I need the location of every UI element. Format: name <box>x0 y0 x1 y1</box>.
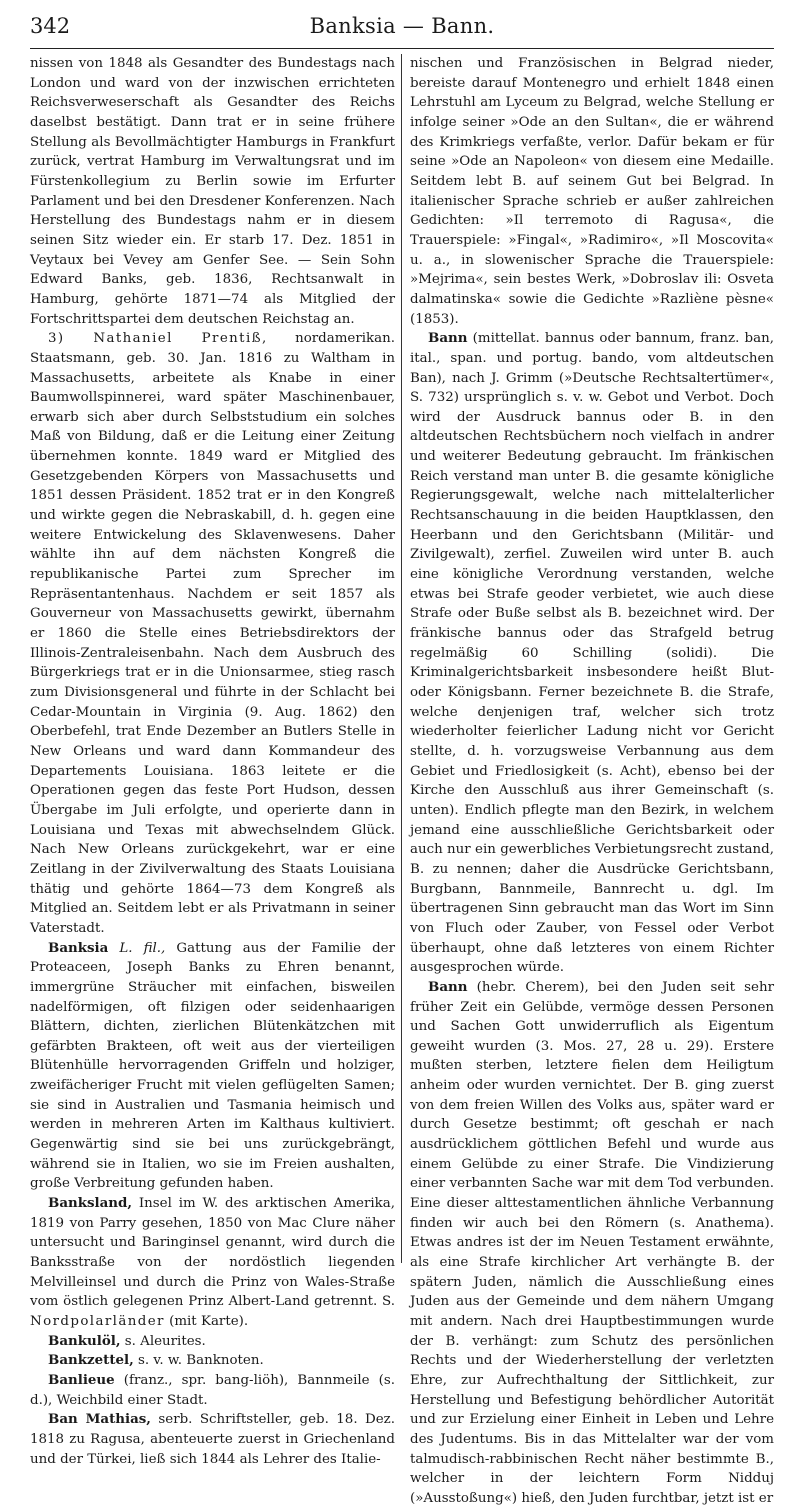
entry-body: s. v. w. Banknoten. <box>133 1353 264 1369</box>
entry-headword: Bankulöl, <box>48 1332 121 1349</box>
entry-subhead: 3) Nathaniel Prentiß, <box>48 331 268 347</box>
entry-body: s. Aleurites. <box>120 1333 206 1349</box>
entry-headword: Banksia <box>48 939 109 956</box>
running-title: Banksia — Bann. <box>309 14 495 38</box>
entry-body: (hebr. Cherem), bei den Juden seit sehr früher Zeit ein Gelübde, vermöge dessen Personen und Sachen Gott unwiderruflich als Eigentum geweiht wurden (3. Mos. 27, 28 u. 29). Erstere mußten sterben, letztere fielen dem Heiligtum anheim oder wurden vernichtet. Der B. ging zuerst von dem freien Willen des Volks aus, später ward er durch Gesetze bestimmt; oft geschah er nach ausdrücklichem göttlichen Befehl und wurde aus einem Gelübde zu einer Strafe. Die Vindizierung einer verbannten Sache war mit dem Tod verbunden. Eine dieser alttestamentlichen ähnliche Verbannung finden wir auch bei den Römern (s. Anathema). Etwas andres ist der im Neuen Testament erwähnte, als eine Strafe kirchlicher Art verhängte B. der spätern Juden, nämlich die Ausschließung eines Juden aus der Gemeinde und dem nähern Umgang mit andern. Nach drei Hauptbestimmungen wurde der B. verhängt: zum Schutz des persönlichen Rechts und der Wiederherstellung der verletzten Ehre, zur Aufrechthaltung der Sittlichkeit, zur Herstellung und Befestigung behördlicher Autorität und zur Erzielung einer Einheit in Leben und Lehre des Judentums. Bis in das Mittelalter war der vom talmudisch-rabbinischen Recht näher bestimmte B., welcher in der leichtern Form Nidduj (»Ausstoßung«) hieß, den Juden furchtbar, jetzt ist er <box>410 979 774 1506</box>
paragraph-banks-continued: nissen von 1848 als Gesandter des Bundestags nach London und ward von der inzwischen errichteten Reichsverweserschaft als Gesandter des Reichs daselbst bestätigt. Dann trat er in seine frühere Stellung als Bevollmächtigter Hamburgs in Frankfurt zurück, vertrat Hamburg im Verwaltungsrat und im Fürstenkollegium zu Berlin sowie im Erfurter Parlament und bei den Dresdener Konferenzen. Nach Herstellung des Bundestags nahm er in diesem seinen Sitz wieder ein. Er starb 17. Dez. 1851 in Veytaux bei Vevey am Genfer See. — Sein Sohn Edward Banks, geb. 1836, Rechtsanwalt in Hamburg, gehörte 1871—74 als Mitglied der Fortschrittspartei dem deutschen Reichstag an. <box>30 56 395 327</box>
text-columns <box>30 54 774 1506</box>
entry-bankzettel <box>30 1351 395 1371</box>
entry-banksia <box>30 939 395 1195</box>
entry-headword: Banksland, <box>48 1195 133 1212</box>
entry-headword: Banlieue <box>48 1371 115 1388</box>
entry-bann-2 <box>410 978 774 1509</box>
entry-bankuloel <box>30 1332 395 1352</box>
cross-reference[interactable]: Nordpolarländer <box>30 1314 165 1329</box>
entry-body: (mittellat. bannus oder bannum, franz. ban, ital., span. und portug. bando, vom altdeutschen Ban), nach J. Grimm (»Deutsche Rechtsaltertümer«, S. 732) ursprünglich s. v. w. Gebot und Verbot. Doch wird der Ausdruck bannus oder B. in den altdeutschen Rechtsbüchern noch vielfach in andrer und weiterer Bedeutung gebraucht. Im fränkischen Reich verstand man unter B. die gesamte königliche Regierungsgewalt, welche nach mittelalterlicher Rechtsanschauung in die beiden Hauptklassen, den Heerbann und den Gerichtsbann (Militär- und Zivilgewalt), zerfiel. Zuweilen wird unter B. auch eine königliche Verordnung verstanden, welche etwas bei Strafe geoder verbietet, wie auch diese Strafe oder Buße selbst als B. bezeichnet wird. Der fränkische bannus oder das Strafgeld betrug regelmäßig 60 Schilling (solidi). Die Kriminalgerichtsbarkeit insbesondere heißt Blut- oder Königsbann. Ferner bezeichnete B. die Strafe, welche denjenigen traf, welcher sich trotz wiederholter feierlicher Ladung nicht vor Gericht stellte, d. h. vorzugsweise Verbannung aus dem Gebiet und Friedlosigkeit (s. Acht), ebenso bei der Kirche den Ausschluß aus ihrer Gemeinschaft (s. unten). Endlich pflegte man den Bezirk, in welchem jemand eine ausschließliche Gerichtsbarkeit oder auch nur ein gewerbliches Verbietungsrecht zustand, B. zu nennen; daher die Ausdrücke Gerichtsbann, Burgbann, Bannmeile, Bannrecht u. dgl. Im übertragenen Sinn gebraucht man das Wort im Sinn von Fluch oder Zauber, von Fessel oder Verbot überhaupt, ohne daß letzteres von einem Richter ausgesprochen würde. <box>410 331 774 976</box>
paragraph-ban-continued: nischen und Französischen in Belgrad nieder, bereiste darauf Montenegro und erhielt 1848 einen Lehrstuhl am Lyceum zu Belgrad, welche Stellung er infolge seiner »Ode an den Sultan«, die er während des Krimkriegs verfaßte, verlor. Dafür bekam er für seine »Ode an Napoleon« von diesem eine Medaille. Seitdem lebt B. auf seinem Gut bei Belgrad. In italienischer Sprache schrieb er außer zahlreichen Gedichten: »Il terremoto di Ragusa«, die Trauerspiele: »Fingal«, »Radimiro«, »Il Moscovita« u. a., in slowenischer Sprache die Trauerspiele: »Mejrima«, sein bestes Werk, »Dobroslav ili: Osveta dalmatinska« sowie die Gedichte »Razliène pèsne« (1853). <box>410 56 774 327</box>
entry-body: nordamerikan. Staatsmann, geb. 30. Jan. 1816 zu Waltham in Massachusetts, arbeitete als Knabe in einer Baumwollspinnerei, ward später Maschinenbauer, erwarb sich aber durch Selbststudium ein solches Maß von Bildung, daß er die Leitung einer Zeitung übernehmen konnte. 1849 ward er Mitglied des Gesetzgebenden Körpers von Massachusetts und 1851 dessen Präsident. 1852 trat er in den Kongreß und wirkte gegen die Nebraskabill, d. h. gegen eine weitere Entwickelung des Sklavenwesens. Daher wählte ihn auf dem nächsten Kongreß die republikanische Partei zum Sprecher im Repräsentantenhaus. Nachdem er seit 1857 als Gouverneur von Massachusetts gewirkt, übernahm er 1860 die Stelle eines Betriebsdirektors der Illinois-Zentraleisenbahn. Nach dem Ausbruch des Bürgerkriegs trat er in die Unionsarmee, stieg rasch zum Divisionsgeneral und führte in der Schlacht bei Cedar-Mountain in Virginia (9. Aug. 1862) den Oberbefehl, trat Ende Dezember an Butlers Stelle in New Orleans und ward dann Kommandeur des Departements Louisiana. 1863 leitete er die Operationen gegen das feste Port Hudson, dessen Übergabe im Juli erfolgte, und operierte dann in Louisiana und Texas mit abwechselndem Glück. Nach New Orleans zurückgekehrt, war er eine Zeitlang in der Zivilverwaltung des Staats Louisiana thätig und gehörte 1864—73 dem Kongreß als Mitglied an. Seitdem lebt er als Privatmann in seiner Vaterstadt. <box>30 331 395 936</box>
left-column <box>30 54 402 1467</box>
entry-headword: Bankzettel, <box>48 1352 134 1369</box>
right-column <box>402 54 774 1506</box>
entry-body: serb. Schriftsteller, geb. 18. Dez. 1818 zu Ragusa, abenteuerte zuerst in Griechenland und der Türkei, ließ sich 1844 als Lehrer des Italie- <box>30 1412 395 1467</box>
entry-banlieue <box>30 1371 395 1410</box>
entry-body: (franz., spr. bang-liöh), Bannmeile (s. d.), Weichbild einer Stadt. <box>30 1372 395 1408</box>
entry-headword: Bann <box>428 978 468 995</box>
entry-bann-1 <box>410 329 774 978</box>
entry-banksland <box>30 1194 395 1332</box>
page-number: 342 <box>30 14 71 38</box>
entry-body: Gattung aus der Familie der Proteaceen, Joseph Banks zu Ehren benannt, immergrüne Sträucher mit einfachen, bisweilen nadelförmigen, oft filzigen oder seidenhaarigen Blättern, dichten, zierlichen Blütenkätzchen mit gefärbten Brakteen, oft weit aus der vierteiligen Blütenhülle hervorragenden Griffeln und holziger, zweifächeriger Frucht mit vielen geflügelten Samen; sie sind in Australien und Tasmania heimisch und werden in mehreren Arten im Kalthaus kultiviert. Gegenwärtig sind sie bei uns zurückgebrängt, während sie in Italien, wo sie im Freien aushalten, große Verbreitung gefunden haben. <box>30 940 396 1192</box>
entry-author: L. fil., <box>108 940 166 956</box>
entry-ban-mathias <box>30 1410 395 1469</box>
entry-headword: Bann <box>428 330 468 347</box>
page-header <box>30 8 774 49</box>
entry-headword: Ban Mathias, <box>48 1411 151 1428</box>
entry-body-tail: (mit Karte). <box>164 1314 249 1329</box>
paragraph-nathaniel-banks <box>30 329 395 938</box>
entry-body: Insel im W. des arktischen Amerika, 1819 von Parry gesehen, 1850 von Mac Clure näher untersucht und Baringinsel genannt, wird durch die Banksstraße von der nordöstlich liegenden Melvilleinsel und durch die Prinz von Wales-Straße vom östlich gelegenen Prinz Albert-Land getrennt. S. <box>30 1196 395 1310</box>
